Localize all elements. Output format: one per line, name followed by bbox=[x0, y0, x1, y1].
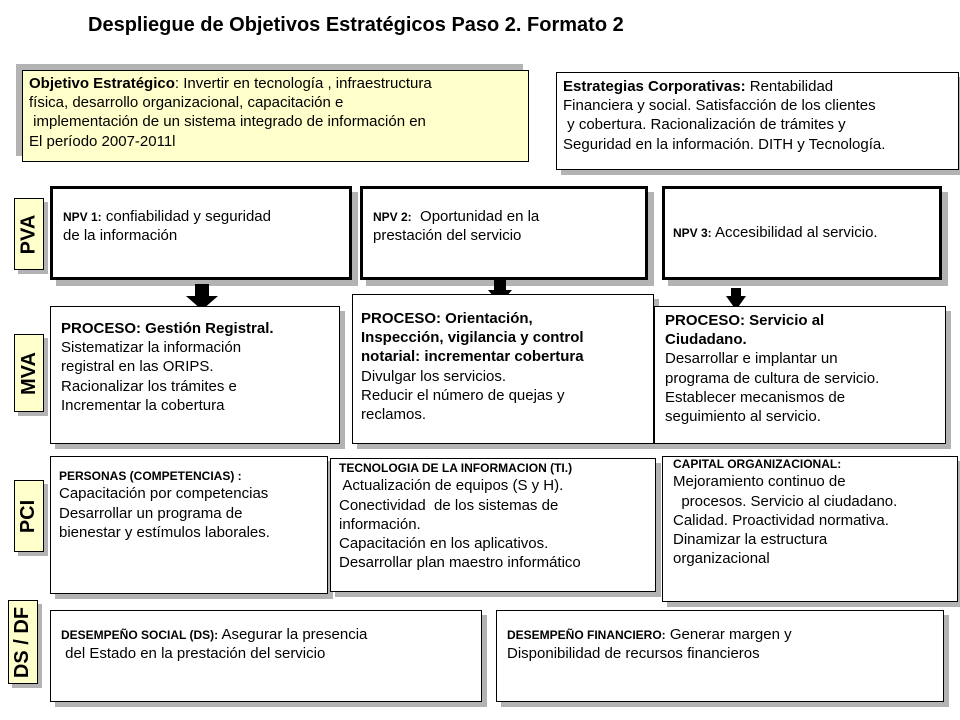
objetivo-line: física, desarrollo organizacional, capacitación e bbox=[29, 94, 344, 112]
proceso-3-line: seguimiento al servicio. bbox=[665, 407, 821, 425]
estrategias-rest: Rentabilidad bbox=[745, 78, 834, 95]
pci-tecnologia-line: información. bbox=[339, 515, 421, 533]
desempeno-financiero-line: Disponibilidad de recursos financieros bbox=[507, 645, 760, 663]
tab-pva-label: PVA bbox=[17, 214, 40, 254]
npv-2-line: prestación del servicio bbox=[373, 227, 522, 245]
desempeno-financiero-lead: DESEMPEÑO FINANCIERO: bbox=[507, 628, 666, 642]
desempeno-social-lead: DESEMPEÑO SOCIAL (DS): bbox=[61, 628, 219, 642]
desempeno-financiero-rest: Generar margen y bbox=[665, 626, 792, 643]
proceso-2-line: Divulgar los servicios. bbox=[361, 367, 507, 385]
tab-pva bbox=[14, 198, 44, 270]
pci-tecnologia-line: Conectividad de los sistemas de bbox=[339, 496, 559, 514]
pci-tecnologia-box bbox=[330, 458, 656, 592]
pci-tecnologia-title: TECNOLOGIA DE LA INFORMACION (TI.) bbox=[339, 461, 573, 475]
estrategias-line: Financiera y social. Satisfacción de los clientes bbox=[563, 97, 876, 115]
proceso-1-line: Sistematizar la información bbox=[61, 339, 242, 357]
pci-capital-line: organizacional bbox=[673, 550, 770, 568]
desempeno-financiero-first-line bbox=[507, 625, 933, 644]
desempeno-social-first-line bbox=[61, 625, 471, 644]
pci-capital-line: Dinamizar la estructura bbox=[673, 530, 828, 548]
proceso-3-title: PROCESO: Servicio al bbox=[665, 312, 825, 329]
desempeno-social-rest: Asegurar la presencia bbox=[218, 626, 368, 643]
npv-1-lead: NPV 1: bbox=[63, 210, 102, 224]
npv-1-first-line bbox=[63, 207, 339, 226]
pci-capital-line: Calidad. Proactividad normativa. bbox=[673, 511, 889, 529]
npv-3-box bbox=[662, 186, 942, 280]
estrategias-first-line bbox=[563, 77, 952, 96]
pci-personas-line: Capacitación por competencias bbox=[59, 485, 269, 503]
proceso-1-line: Incrementar la cobertura bbox=[61, 396, 225, 414]
estrategias-lead: Estrategias Corporativas: bbox=[563, 78, 746, 95]
proceso-1-title: PROCESO: Gestión Registral. bbox=[61, 320, 274, 337]
proceso-1-line: registral en las ORIPS. bbox=[61, 358, 214, 376]
tab-ds-df bbox=[8, 600, 38, 684]
objetivo-line: El período 2007-2011l bbox=[29, 132, 176, 150]
npv-2-first-line bbox=[373, 207, 635, 226]
desempeno-social-box bbox=[50, 610, 482, 702]
estrategias-line: Seguridad en la información. DITH y Tecnología. bbox=[563, 135, 886, 153]
npv-2-lead: NPV 2: bbox=[373, 210, 412, 224]
proceso-1-line: Racionalizar los trámites e bbox=[61, 377, 237, 395]
pci-personas-box bbox=[50, 456, 328, 594]
pci-capital-organizacional-box bbox=[662, 456, 958, 602]
npv-2-rest: Oportunidad en la bbox=[411, 208, 540, 225]
objetivo-line: implementación de un sistema integrado de información en bbox=[29, 113, 426, 131]
desempeno-financiero-box bbox=[496, 610, 944, 702]
pci-personas-title: PERSONAS (COMPETENCIAS) : bbox=[59, 469, 242, 483]
pci-capital-title: CAPITAL ORGANIZACIONAL: bbox=[673, 457, 842, 471]
proceso-2-line: reclamos. bbox=[361, 405, 427, 423]
proceso-gestion-registral-box bbox=[50, 306, 340, 444]
objetivo-estrategico-box bbox=[22, 70, 529, 162]
tab-ds-df-label: DS / DF bbox=[11, 606, 34, 678]
objetivo-lead: Objetivo Estratégico bbox=[29, 75, 175, 92]
proceso-2-title: PROCESO: Orientación, bbox=[361, 310, 533, 327]
proceso-3-title: Ciudadano. bbox=[665, 331, 747, 349]
pci-tecnologia-line: Desarrollar plan maestro informático bbox=[339, 554, 581, 572]
pci-tecnologia-line: Capacitación en los aplicativos. bbox=[339, 534, 549, 552]
npv-3-lead: NPV 3: bbox=[673, 226, 712, 240]
npv-3-rest: Accesibilidad al servicio. bbox=[711, 224, 878, 241]
pci-personas-line: bienestar y estímulos laborales. bbox=[59, 523, 270, 541]
proceso-2-title: notarial: incrementar cobertura bbox=[361, 348, 584, 366]
proceso-servicio-ciudadano-box bbox=[654, 306, 946, 444]
proceso-orientacion-box bbox=[352, 294, 654, 444]
objetivo-rest: : Invertir en tecnología , infraestructura bbox=[174, 75, 432, 92]
proceso-3-line: programa de cultura de servicio. bbox=[665, 369, 880, 387]
desempeno-social-line: del Estado en la prestación del servicio bbox=[61, 645, 326, 663]
tab-mva-label: MVA bbox=[17, 351, 40, 395]
tab-pci-label: PCI bbox=[17, 499, 40, 533]
page-title: Despliegue de Objetivos Estratégicos Paso 2. Formato 2 bbox=[88, 14, 624, 36]
npv-3-first-line bbox=[673, 223, 931, 242]
objetivo-first-line bbox=[29, 74, 522, 93]
npv-1-rest: confiabilidad y seguridad bbox=[101, 208, 271, 225]
npv-1-box bbox=[50, 186, 352, 280]
npv-2-box bbox=[360, 186, 648, 280]
pci-tecnologia-line: Actualización de equipos (S y H). bbox=[339, 477, 564, 495]
npv-1-line: de la información bbox=[63, 227, 178, 245]
pci-personas-line: Desarrollar un programa de bbox=[59, 504, 243, 522]
tab-mva bbox=[14, 334, 44, 412]
proceso-3-line: Establecer mecanismos de bbox=[665, 388, 846, 406]
estrategias-corporativas-box bbox=[556, 72, 959, 170]
tab-pci bbox=[14, 480, 44, 552]
proceso-2-line: Reducir el número de quejas y bbox=[361, 386, 565, 404]
proceso-2-title: Inspección, vigilancia y control bbox=[361, 329, 584, 347]
pci-capital-line: Mejoramiento continuo de bbox=[673, 473, 846, 491]
proceso-3-line: Desarrollar e implantar un bbox=[665, 350, 838, 368]
estrategias-line: y cobertura. Racionalización de trámites y bbox=[563, 116, 846, 134]
pci-capital-line: procesos. Servicio al ciudadano. bbox=[673, 492, 898, 510]
